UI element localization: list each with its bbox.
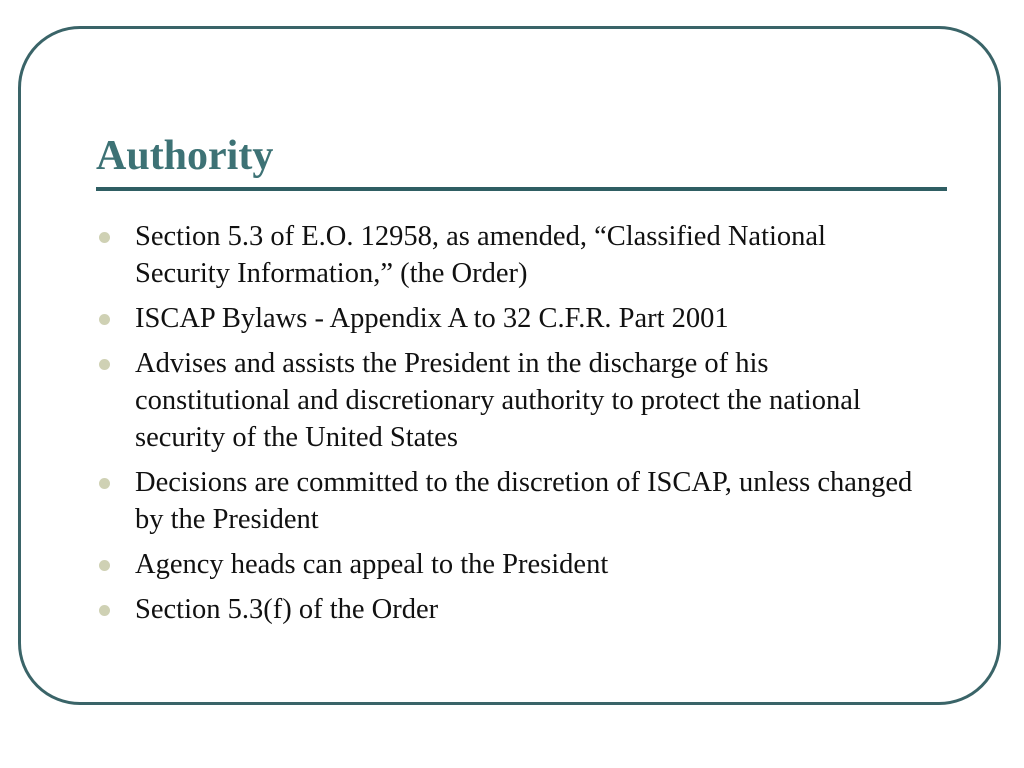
bullet-text: Section 5.3 of E.O. 12958, as amended, “Classified National Security Information,” (the Order) — [135, 221, 826, 289]
bullet-item — [96, 300, 916, 337]
bullet-dot-icon — [99, 359, 110, 370]
bullet-item — [96, 464, 916, 538]
bullet-dot-icon — [99, 232, 110, 243]
bullet-dot-icon — [99, 314, 110, 325]
slide-title: Authority — [96, 133, 274, 179]
bullet-item — [96, 218, 916, 292]
title-underline-rule — [96, 187, 947, 191]
bullet-text: Advises and assists the President in the discharge of his constitutional and discretionary authority to protect the national security of the United States — [135, 348, 861, 453]
bullet-dot-icon — [99, 478, 110, 489]
bullet-dot-icon — [99, 605, 110, 616]
bullet-item — [96, 345, 916, 456]
bullet-dot-icon — [99, 560, 110, 571]
bullet-text: Agency heads can appeal to the President — [135, 549, 609, 580]
bullet-text: Decisions are committed to the discretion of ISCAP, unless changed by the President — [135, 467, 913, 535]
bullet-text: Section 5.3(f) of the Order — [135, 594, 439, 625]
bullet-item — [96, 546, 916, 583]
bullet-item — [96, 591, 916, 628]
bullet-text: ISCAP Bylaws - Appendix A to 32 C.F.R. Part 2001 — [135, 303, 729, 334]
bullet-list — [96, 218, 916, 636]
